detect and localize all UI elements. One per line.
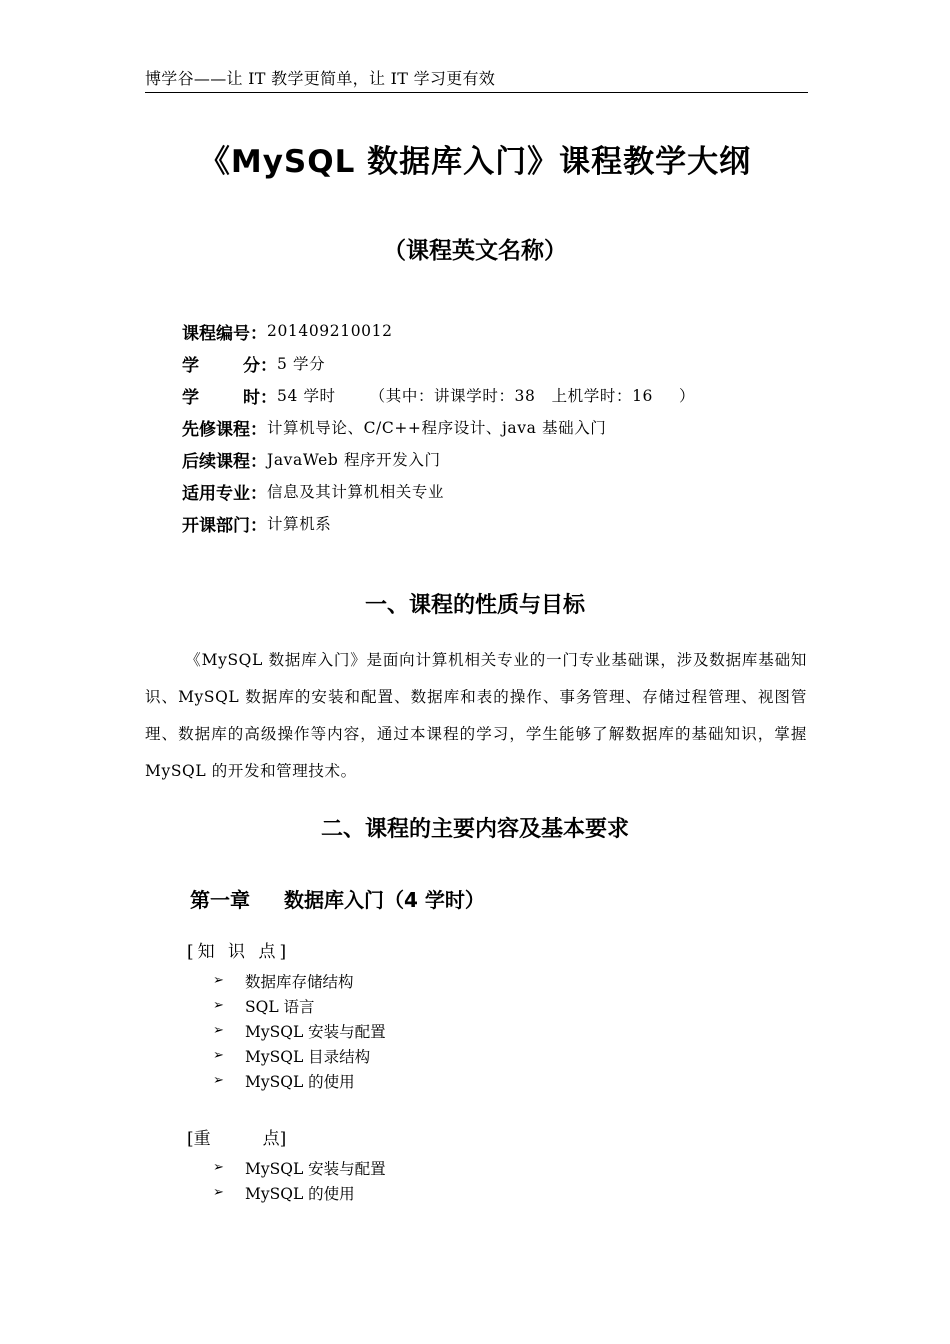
colon: ：	[250, 323, 267, 344]
section-2-heading: 二、课程的主要内容及基本要求	[320, 817, 629, 842]
hours-label-char-2: 时	[243, 387, 260, 408]
course-info	[182, 315, 695, 539]
prerequisite-value: 计算机导论、C/C++程序设计、java 基础入门	[267, 419, 607, 437]
list-item-text: SQL 语言	[245, 997, 315, 1016]
arrow-bullet-icon: ➢	[213, 1048, 224, 1063]
department-row	[182, 507, 695, 539]
credit-value: 5 学分	[277, 355, 326, 373]
knowledge-points-list	[213, 968, 386, 1093]
list-item-text: MySQL 安装与配置	[245, 1022, 386, 1041]
arrow-bullet-icon: ➢	[213, 998, 224, 1013]
prerequisite-row	[182, 411, 695, 443]
list-item	[213, 1155, 386, 1180]
hours-note-close: ）	[679, 387, 696, 405]
list-item-text: MySQL 的使用	[245, 1072, 355, 1091]
followup-label: 后续课程	[182, 451, 250, 472]
hours-note: （其中：讲课学时：38 上机学时：16	[369, 387, 654, 405]
list-item-text: MySQL 安装与配置	[245, 1159, 386, 1178]
hours-row	[182, 379, 695, 411]
list-item	[213, 993, 386, 1018]
chapter-number: 第一章	[190, 888, 250, 912]
list-item	[213, 1018, 386, 1043]
arrow-bullet-icon: ➢	[213, 1160, 224, 1175]
followup-value: JavaWeb 程序开发入门	[267, 451, 441, 469]
key-heading-open: [重	[187, 1129, 211, 1149]
list-item-text: MySQL 的使用	[245, 1184, 355, 1203]
arrow-bullet-icon: ➢	[213, 1023, 224, 1038]
followup-row	[182, 443, 695, 475]
hours-label-char-1: 学	[182, 387, 199, 408]
arrow-bullet-icon: ➢	[213, 973, 224, 988]
section-1-heading: 一、课程的性质与目标	[364, 593, 585, 618]
colon: ：	[250, 451, 267, 472]
list-item-text: MySQL 目录结构	[245, 1047, 371, 1066]
document-subtitle: （课程英文名称）	[383, 238, 567, 264]
key-heading-close: 点]	[262, 1129, 287, 1149]
department-value: 计算机系	[267, 515, 332, 533]
list-item	[213, 1068, 386, 1093]
section-1-paragraph: 《MySQL 数据库入门》是面向计算机相关专业的一门专业基础课，涉及数据库基础知识、MySQL 数据库的安装和配置、数据库和表的操作、事务管理、存储过程管理、视图管理、数据库的高级操作等内容，通过本课程的学习，学生能够了解数据库的基础知识，掌握 MySQL 的开发和管理技术。	[145, 651, 807, 780]
chapter-title: 数据库入门（4 学时）	[284, 888, 485, 912]
colon: ：	[260, 355, 277, 376]
major-label: 适用专业	[182, 483, 250, 504]
course-code-value: 201409210012	[267, 322, 393, 340]
major-row	[182, 475, 695, 507]
credit-row	[182, 347, 695, 379]
department-label: 开课部门	[182, 515, 250, 536]
credit-label-char-2: 分	[243, 355, 260, 376]
hours-value: 54 学时	[277, 387, 336, 405]
prerequisite-label: 先修课程	[182, 419, 250, 440]
document-title: 《MySQL 数据库入门》课程教学大纲	[198, 144, 752, 180]
list-item	[213, 1043, 386, 1068]
page-header: 博学谷——让 IT 教学更简单，让 IT 学习更有效	[145, 68, 808, 93]
chapter-heading	[190, 884, 485, 913]
colon: ：	[260, 387, 277, 408]
credit-label	[182, 351, 260, 376]
colon: ：	[250, 483, 267, 504]
key-points-list	[213, 1155, 386, 1205]
course-code-label: 课程编号	[182, 323, 250, 344]
major-value: 信息及其计算机相关专业	[267, 483, 445, 501]
credit-label-char-1: 学	[182, 355, 199, 376]
list-item	[213, 968, 386, 993]
list-item-text: 数据库存储结构	[245, 972, 354, 991]
arrow-bullet-icon: ➢	[213, 1185, 224, 1200]
arrow-bullet-icon: ➢	[213, 1073, 224, 1088]
colon: ：	[250, 419, 267, 440]
list-item	[213, 1180, 386, 1205]
knowledge-points-heading: [知 识 点]	[187, 942, 291, 962]
hours-label	[182, 383, 260, 408]
colon: ：	[250, 515, 267, 536]
key-points-heading	[187, 1124, 286, 1149]
course-code-row	[182, 315, 695, 347]
